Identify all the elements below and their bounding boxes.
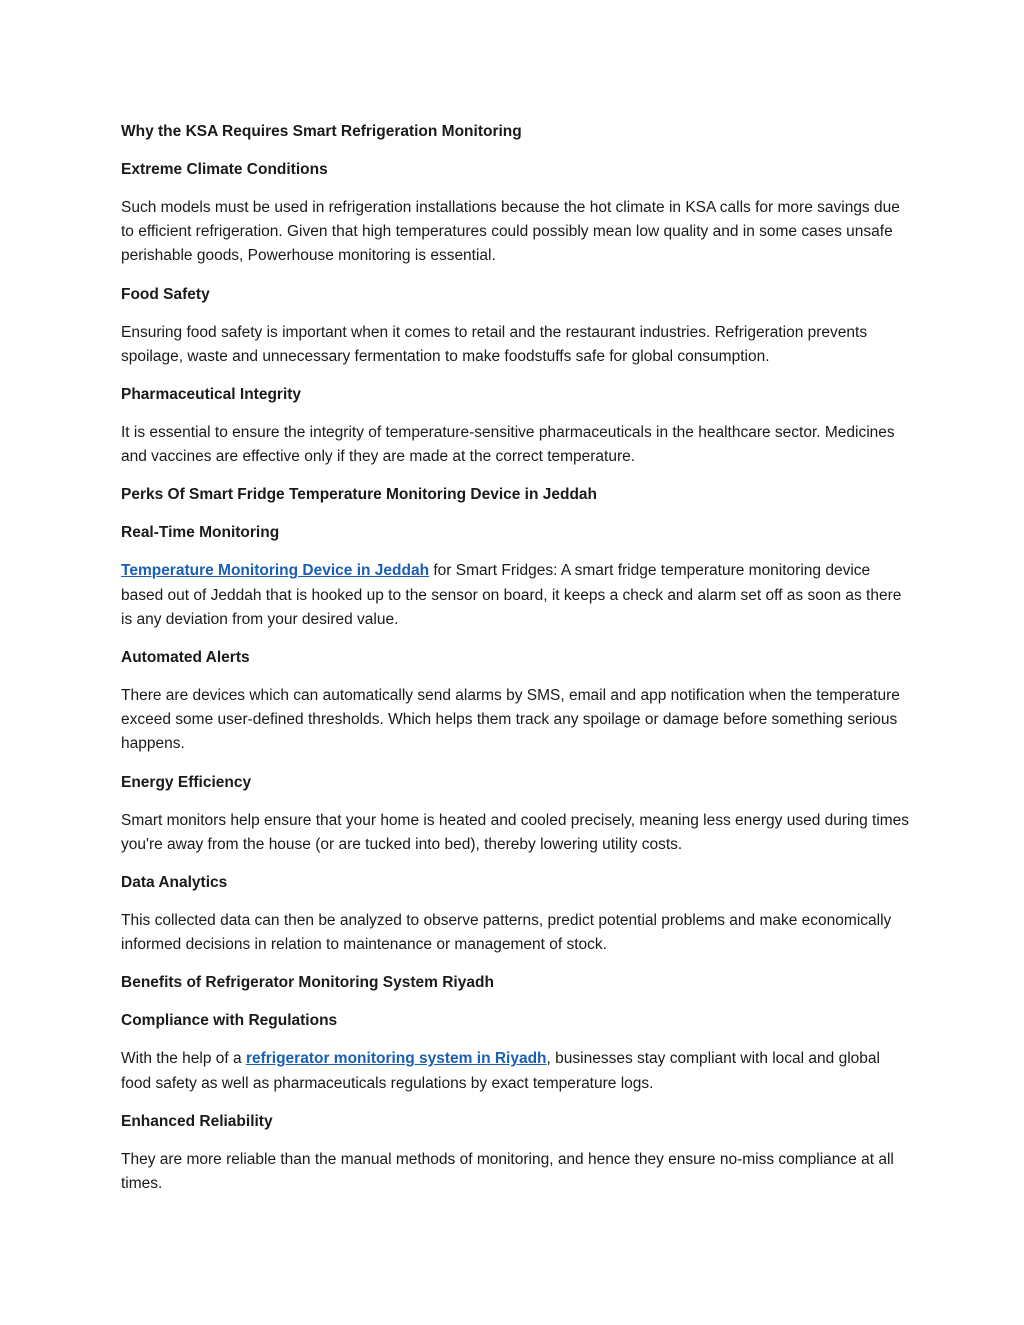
paragraph-automated-alerts: There are devices which can automatically send alarms by SMS, email and app notification when the temperature exceed some user-defined thresholds. Which helps them track any spoilage or damage before something serious happens. — [121, 687, 900, 753]
heading-automated-alerts: Automated Alerts — [121, 649, 250, 667]
paragraph-data-analytics: This collected data can then be analyzed to observe patterns, predict potential problems and make economically informed decisions in relation to maintenance or management of stock. — [121, 912, 892, 954]
heading-extreme-climate: Extreme Climate Conditions — [121, 161, 328, 178]
document-body — [121, 120, 911, 1210]
heading-data-analytics: Data Analytics — [121, 874, 228, 892]
paragraph-energy-efficiency: Smart monitors help ensure that your home is heated and cooled precisely, meaning less energy used during times you're away from the house (or are tucked into bed), thereby lowering utility costs. — [121, 811, 910, 853]
paragraph-food-safety: Ensuring food safety is important when it comes to retail and the restaurant industries. Refrigeration prevents spoilage, waste and unnecessary fermentation to make foodstuffs safe for global consumption. — [121, 323, 868, 365]
paragraph-pharmaceutical-integrity: It is essential to ensure the integrity of temperature-sensitive pharmaceuticals in the healthcare sector. Medicines and vaccines are effective only if they are made at the correct temperature. — [121, 424, 895, 466]
heading-compliance-regulations: Compliance with Regulations — [121, 1012, 338, 1030]
paragraph-compliance-regulations — [121, 1047, 911, 1095]
paragraph-enhanced-reliability: They are more reliable than the manual methods of monitoring, and hence they ensure no-miss compliance at all times. — [121, 1150, 894, 1193]
heading-enhanced-reliability: Enhanced Reliability — [121, 1112, 273, 1130]
heading-food-safety: Food Safety — [121, 285, 210, 303]
paragraph-compliance-regulations-before: With the help of a — [121, 1050, 246, 1068]
heading-pharmaceutical-integrity: Pharmaceutical Integrity — [121, 386, 302, 404]
heading-why-ksa: Why the KSA Requires Smart Refrigeration Monitoring — [121, 123, 522, 140]
heading-perks-jeddah: Perks Of Smart Fridge Temperature Monitoring Device in Jeddah — [121, 486, 598, 504]
link-refrigerator-monitoring-system-riyadh[interactable]: refrigerator monitoring system in Riyadh — [245, 1050, 547, 1068]
paragraph-real-time-monitoring-after: for Smart Fridges: A smart fridge temperature monitoring device based out of Jeddah that is hooked up to the sensor on board, it keeps a check and alarm set off as soon as there is any deviation from your desired value. — [121, 562, 902, 628]
link-temperature-monitoring-device-jeddah[interactable]: Temperature Monitoring Device in Jeddah — [121, 562, 430, 580]
heading-real-time-monitoring: Real-Time Monitoring — [121, 524, 280, 542]
paragraph-extreme-climate: Such models must be used in refrigeration installations because the hot climate in KSA calls for more savings due to efficient refrigeration. Given that high temperatures could possibly mean low quality and in some cases unsafe perishable goods, Powerhouse monitoring is essential. — [121, 199, 900, 265]
paragraph-compliance-regulations-after: , businesses stay compliant with local and global food safety as well as pharmaceuticals regulations by exact temperature logs. — [121, 1050, 880, 1092]
heading-benefits-riyadh: Benefits of Refrigerator Monitoring System Riyadh — [121, 974, 494, 992]
heading-energy-efficiency: Energy Efficiency — [121, 773, 252, 791]
paragraph-real-time-monitoring — [121, 559, 911, 632]
